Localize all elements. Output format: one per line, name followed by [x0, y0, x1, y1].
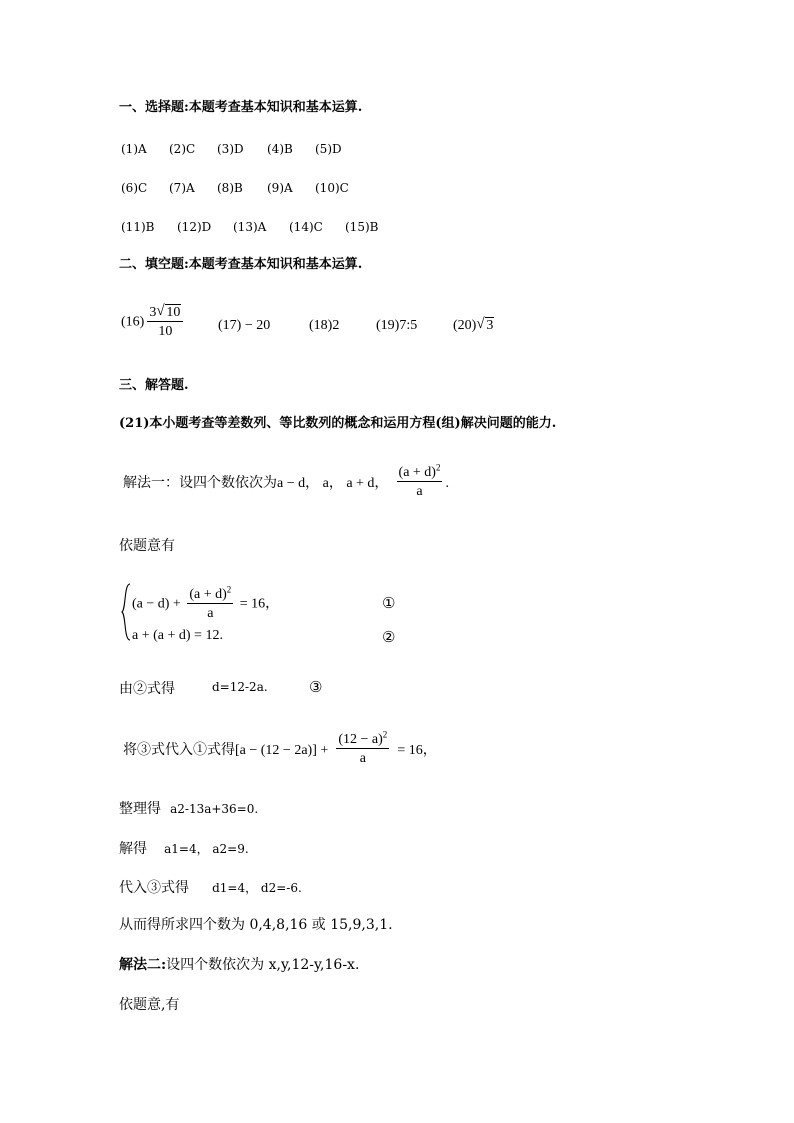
answer-19: (19)7:5: [376, 318, 418, 333]
answer-20-label: (20): [453, 318, 477, 333]
answer-item: (3)D: [217, 142, 244, 156]
answer-20-radicand: 3: [486, 318, 494, 333]
circled-two-marker: ②: [382, 628, 396, 646]
exponent: 2: [435, 462, 441, 473]
solve-expression: a1=4， a2=9.: [164, 842, 249, 856]
circled-three-marker: ③: [309, 678, 323, 696]
equation-2: a + (a + d) = 12.: [132, 628, 223, 643]
answer-16-fraction: [147, 305, 183, 340]
eq1-frac-den: a: [207, 606, 214, 622]
solve-label: 解得: [119, 841, 147, 857]
answer-18: (18)2: [309, 318, 340, 333]
method1-line: [123, 462, 449, 500]
sqrt-symbol: √ 10: [156, 303, 181, 320]
answer-item: (7)A: [169, 181, 195, 195]
question-21-intro: (21)本小题考查等差数列、等比数列的概念和运用方程(组)解决问题的能力.: [119, 416, 557, 431]
conclusion-text: 从而得所求四个数为 0,4,8,16 或 15,9,3,1.: [119, 917, 393, 933]
method1-frac-num: (a + d): [398, 465, 436, 480]
exponent: 2: [226, 584, 232, 595]
answer-item: (11)B: [121, 220, 155, 234]
answer-item: (13)A: [233, 220, 267, 234]
circled-one-marker: ①: [382, 594, 396, 612]
sub-frac-den: a: [359, 751, 366, 767]
answer-item: (8)B: [217, 181, 243, 195]
solve-line: [119, 840, 249, 856]
section1-title: 一、选择题:本题考查基本知识和基本运算.: [119, 100, 363, 115]
substitute-line: [123, 729, 437, 767]
answer-item: (14)C: [289, 220, 323, 234]
from-eq2-label: 由②式得: [119, 681, 175, 697]
answer-16-denominator: 10: [158, 324, 173, 340]
answer-item: (1)A: [121, 142, 147, 156]
eq1-fraction: [187, 584, 233, 622]
fill-answers-row: [121, 305, 186, 340]
substitute3-label: 代入③式得: [119, 880, 189, 896]
brace-icon: [121, 583, 131, 641]
section2-title: 二、填空题:本题考查基本知识和基本运算.: [119, 257, 363, 272]
simplify-expression: a2-13a+36=0.: [170, 802, 259, 816]
sub-fraction: [336, 729, 389, 767]
from-eq2-line: [119, 680, 175, 696]
answer-item: (15)B: [345, 220, 379, 234]
eq1-left: (a − d) +: [132, 596, 181, 612]
sub-right: = 16，: [397, 742, 437, 758]
period: .: [445, 475, 449, 491]
by-problem-label: 依题意有: [119, 538, 175, 554]
eq1-frac-num: (a + d): [189, 587, 227, 602]
sub-left: [a − (12 − 2a)] +: [235, 742, 329, 758]
d-expression: d=12-2a.: [212, 680, 268, 694]
answer-16-coef: 3: [149, 305, 157, 320]
answer-item: (10)C: [315, 181, 349, 195]
answer-row-1: [121, 143, 342, 155]
method2-line: [119, 958, 359, 972]
substitute3-expression: d1=4， d2=-6.: [212, 881, 302, 895]
method1-fraction: [397, 462, 443, 500]
eq1-right: = 16，: [239, 596, 280, 612]
answer-20: [453, 316, 494, 333]
answer-item: (9)A: [267, 181, 293, 195]
simplify-label: 整理得: [119, 801, 161, 817]
answer-item: (2)C: [169, 142, 196, 156]
answer-row-2: [121, 182, 349, 194]
substitute-prefix: 将③式代入①式得: [123, 741, 235, 758]
answer-17: (17) − 20: [218, 318, 271, 333]
method2-label: 解法二:: [119, 957, 167, 973]
equation-1: [132, 584, 280, 622]
answer-item: (4)B: [267, 142, 293, 156]
method1-terms: a − d， a， a + d，: [277, 475, 389, 491]
answer-item: (12)D: [177, 220, 212, 234]
method2-text: 设四个数依次为 x,y,12-y,16-x.: [166, 957, 360, 973]
answer-16-radicand: 10: [166, 305, 181, 320]
sub-frac-num: (12 − a): [338, 732, 383, 747]
by-problem-label-2: 依题意,有: [119, 997, 180, 1013]
answer-row-3: [121, 221, 378, 233]
answer-item: (6)C: [121, 181, 148, 195]
method1-frac-den: a: [416, 484, 423, 500]
section3-title: 三、解答题.: [119, 378, 189, 393]
sqrt-symbol: √ 3: [476, 316, 494, 333]
method1-prefix: 解法一：设四个数依次为: [123, 474, 277, 491]
answer-item: (5)D: [315, 142, 342, 156]
answer-16-label: (16): [121, 314, 145, 330]
simplify-line: [119, 800, 258, 816]
exponent: 2: [382, 729, 388, 740]
substitute3-line: [119, 879, 302, 895]
